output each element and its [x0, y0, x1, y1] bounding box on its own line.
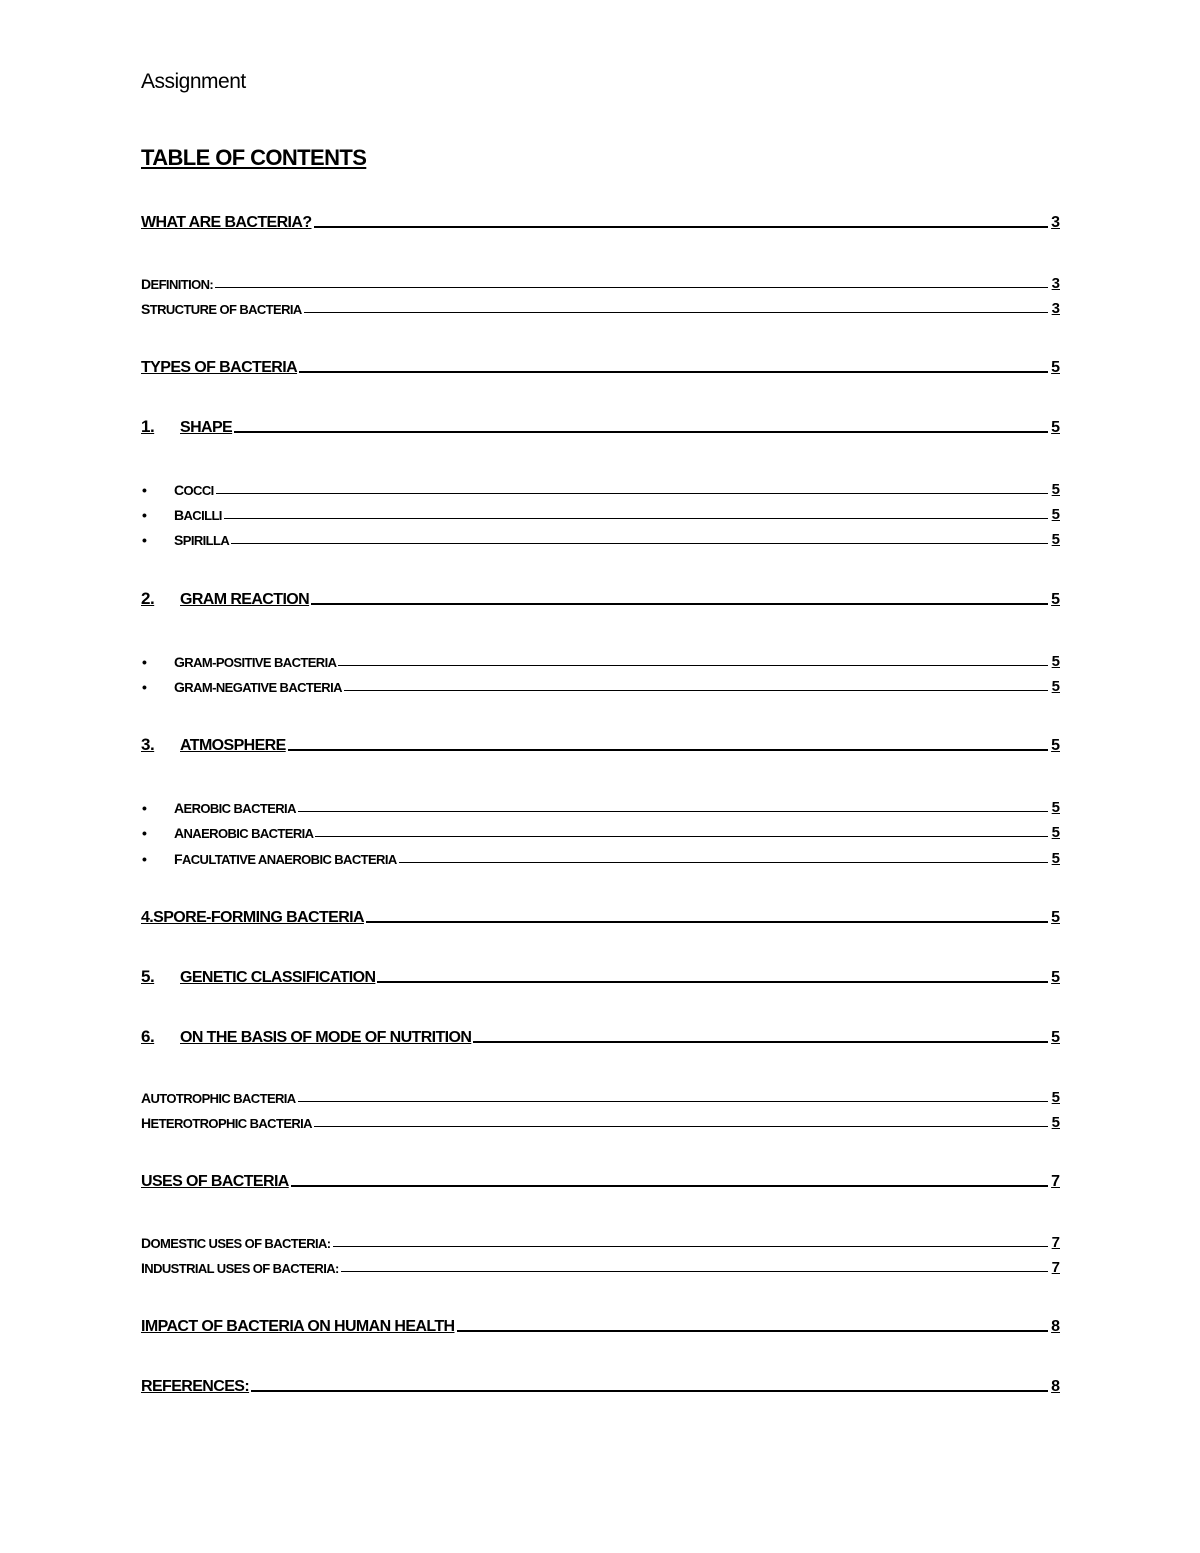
- toc-page-number: 5: [1051, 1114, 1060, 1131]
- toc-entry-number: 1.: [141, 417, 155, 436]
- toc-leader-line: [299, 371, 1048, 373]
- toc-entry-label: INDUSTRIAL USES OF BACTERIA:: [141, 1260, 339, 1276]
- toc-leader-line: [314, 226, 1048, 228]
- toc-entry[interactable]: [141, 1025, 1060, 1047]
- toc-page-number: 5: [1051, 419, 1060, 436]
- toc-page-number: 8: [1051, 1318, 1060, 1335]
- toc-entry-number: 3.: [141, 735, 155, 754]
- toc-entry-label: REFERENCES:: [141, 1378, 250, 1395]
- toc-leader-line: [315, 836, 1048, 837]
- toc-leader-line: [366, 921, 1048, 923]
- toc-entry[interactable]: [141, 648, 1060, 670]
- toc-leader-line: [457, 1330, 1049, 1332]
- toc-entry[interactable]: [141, 526, 1060, 548]
- toc-entry-number: 6.: [141, 1027, 155, 1046]
- bullet-icon: •: [142, 679, 147, 695]
- toc-leader-line: [291, 1185, 1048, 1187]
- toc-page-number: 5: [1051, 969, 1060, 986]
- toc-entry[interactable]: [141, 1109, 1060, 1131]
- bullet-icon: •: [142, 507, 147, 523]
- toc-page-number: 8: [1051, 1378, 1060, 1395]
- toc-page-number: 3: [1051, 275, 1060, 292]
- toc-leader-line: [333, 1246, 1048, 1247]
- bullet-icon: •: [142, 532, 147, 548]
- toc-page-number: 5: [1051, 506, 1060, 523]
- toc-entry[interactable]: [141, 673, 1060, 695]
- bullet-icon: •: [142, 654, 147, 670]
- toc-entry[interactable]: [141, 905, 1060, 927]
- toc-page-number: 5: [1051, 850, 1060, 867]
- toc-entry[interactable]: [141, 270, 1060, 292]
- toc-entry-label: ANAEROBIC BACTERIA: [174, 825, 314, 841]
- toc-entry-label: SHAPE: [180, 419, 233, 436]
- toc-page-number: 5: [1051, 799, 1060, 816]
- toc-entry-label: GRAM-NEGATIVE BACTERIA: [174, 679, 342, 695]
- toc-entry-label: COCCI: [174, 482, 214, 498]
- toc-entry-label: ON THE BASIS OF MODE OF NUTRITION: [180, 1029, 472, 1046]
- toc-entry-label: ATMOSPHERE: [180, 737, 286, 754]
- toc-leader-line: [344, 690, 1048, 691]
- toc-leader-line: [298, 1101, 1048, 1102]
- bullet-icon: •: [142, 482, 147, 498]
- toc-entry[interactable]: [141, 1314, 1060, 1336]
- toc-title: TABLE OF CONTENTS: [141, 145, 367, 170]
- toc-leader-line: [338, 665, 1048, 666]
- toc-entry-number: 2.: [141, 589, 155, 608]
- toc-leader-line: [473, 1041, 1048, 1043]
- toc-entry[interactable]: [141, 210, 1060, 232]
- toc-page-number: 5: [1051, 1029, 1060, 1046]
- toc-entry-label: DOMESTIC USES OF BACTERIA:: [141, 1235, 331, 1251]
- toc-entry[interactable]: [141, 1229, 1060, 1251]
- toc-page-number: 5: [1051, 531, 1060, 548]
- toc-entry-label: AEROBIC BACTERIA: [174, 800, 296, 816]
- toc-entry-label: GRAM-POSITIVE BACTERIA: [174, 654, 337, 670]
- bullet-icon: •: [142, 800, 147, 816]
- toc-entry-number: 5.: [141, 967, 155, 986]
- toc-entry-label: USES OF BACTERIA: [141, 1173, 289, 1190]
- toc-entry-label: BACILLI: [174, 507, 222, 523]
- toc-page-number: 5: [1051, 909, 1060, 926]
- toc-entry[interactable]: [141, 733, 1060, 755]
- toc-leader-line: [304, 312, 1048, 313]
- toc-leader-line: [341, 1271, 1048, 1272]
- toc-entry[interactable]: [141, 587, 1060, 609]
- toc-page-number: 7: [1051, 1173, 1060, 1190]
- toc-leader-line: [215, 287, 1048, 288]
- toc-entry[interactable]: [141, 1254, 1060, 1276]
- toc-leader-line: [377, 981, 1048, 983]
- toc-entry-label: WHAT ARE BACTERIA?: [141, 214, 312, 231]
- toc-page-number: 5: [1051, 824, 1060, 841]
- toc-entry[interactable]: [141, 1084, 1060, 1106]
- toc-leader-line: [224, 518, 1048, 519]
- toc-leader-line: [251, 1390, 1048, 1392]
- toc-entry-label: 4.SPORE-FORMING BACTERIA: [141, 909, 364, 926]
- toc-page-number: 5: [1051, 1089, 1060, 1106]
- toc-entry[interactable]: [141, 845, 1060, 867]
- toc-entry-label: IMPACT OF BACTERIA ON HUMAN HEALTH: [141, 1318, 455, 1335]
- toc-leader-line: [298, 811, 1048, 812]
- toc-entry-label: HETEROTROPHIC BACTERIA: [141, 1115, 312, 1131]
- toc-leader-line: [288, 749, 1048, 751]
- toc-leader-line: [234, 431, 1048, 433]
- toc-entry[interactable]: [141, 501, 1060, 523]
- toc-page-number: 5: [1051, 359, 1060, 376]
- toc-page-number: 7: [1051, 1234, 1060, 1251]
- toc-page-number: 5: [1051, 653, 1060, 670]
- toc-entry-label: FACULTATIVE ANAEROBIC BACTERIA: [174, 851, 397, 867]
- bullet-icon: •: [142, 825, 147, 841]
- toc-entry[interactable]: [141, 1374, 1060, 1396]
- toc-leader-line: [216, 493, 1048, 494]
- toc-page-number: 5: [1051, 481, 1060, 498]
- toc-entry[interactable]: [141, 295, 1060, 317]
- toc-entry[interactable]: [141, 819, 1060, 841]
- toc-entry[interactable]: [141, 476, 1060, 498]
- toc-entry[interactable]: [141, 415, 1060, 437]
- toc-entry-label: SPIRILLA: [174, 532, 230, 548]
- toc-page-number: 5: [1051, 678, 1060, 695]
- toc-page-number: 7: [1051, 1259, 1060, 1276]
- toc-page-number: 5: [1051, 737, 1060, 754]
- bullet-icon: •: [142, 851, 147, 867]
- toc-entry[interactable]: [141, 965, 1060, 987]
- toc-entry-label: TYPES OF BACTERIA: [141, 359, 298, 376]
- toc-entry[interactable]: [141, 1169, 1060, 1191]
- toc-leader-line: [311, 603, 1048, 605]
- toc-leader-line: [314, 1126, 1048, 1127]
- toc-entry-label: DEFINITION:: [141, 276, 214, 292]
- toc-leader-line: [231, 543, 1048, 544]
- toc-entry-label: AUTOTROPHIC BACTERIA: [141, 1090, 296, 1106]
- toc-entry[interactable]: [141, 794, 1060, 816]
- toc-page-number: 5: [1051, 591, 1060, 608]
- toc-leader-line: [399, 862, 1048, 863]
- page-header: Assignment: [141, 70, 246, 93]
- toc-page-number: 3: [1051, 300, 1060, 317]
- toc-entry-label: STRUCTURE OF BACTERIA: [141, 301, 302, 317]
- toc-entry-label: GENETIC CLASSIFICATION: [180, 969, 376, 986]
- toc-entry[interactable]: [141, 355, 1060, 377]
- toc-page-number: 3: [1051, 214, 1060, 231]
- toc-entry-label: GRAM REACTION: [180, 591, 310, 608]
